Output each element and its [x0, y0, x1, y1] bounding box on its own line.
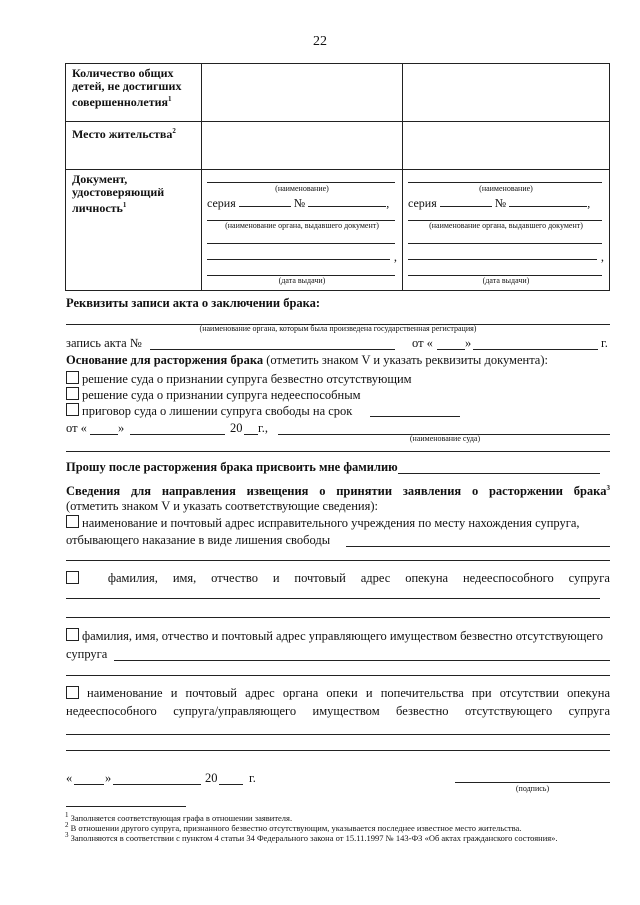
basis-date-close: »	[118, 421, 125, 435]
basis-option-3[interactable]: приговор суда о лишении супруга свободы на срок	[66, 403, 352, 419]
surname-label: Прошу после расторжения брака присвоить мне фамилию	[66, 460, 398, 474]
court-caption: (наименование суда)	[409, 434, 481, 443]
guardianship-organ-field[interactable]	[66, 734, 610, 735]
notice-option-1[interactable]: наименование и почтовый адрес исправительного учреждения по месту нахождения супруга,	[66, 515, 610, 531]
checkbox-icon[interactable]	[66, 387, 79, 400]
footnote-3: $^3$ Заполняются в соответствии с пунктом 4 статьи 34 Федерального закона от 15.11.1997 № 143-ФЗ «Об актах гражданского состояния».	[65, 831, 558, 843]
caption-name: (наименование)	[275, 184, 329, 193]
act-day-field[interactable]	[437, 349, 465, 350]
institution-field[interactable]	[346, 546, 610, 547]
caption-name: (наименование)	[479, 184, 533, 193]
basis-month-field[interactable]	[130, 434, 225, 435]
court-name-field-2[interactable]	[66, 451, 610, 452]
notice-option-1-line2: отбывающего наказание в виде лишения свободы	[66, 533, 331, 547]
sign-date-close: »	[105, 771, 112, 785]
notice-option-2[interactable]: фамилия, имя, отчество и почтовый адрес опекуна недееспособного супруга	[66, 571, 610, 586]
basis-option-1[interactable]: решение суда о признании супруга безвестно отсутствующим	[66, 371, 412, 387]
identity-doc-label: Документ, удостоверяющий личность$^1$	[66, 170, 202, 291]
checkbox-icon[interactable]	[66, 403, 79, 416]
series-number-row: серия № ,	[408, 196, 591, 210]
caption-date: (дата выдачи)	[278, 276, 326, 285]
surname-field[interactable]	[398, 473, 600, 474]
checkbox-icon[interactable]	[66, 515, 79, 528]
act-year-suffix: г.	[601, 336, 608, 350]
checkbox-icon[interactable]	[66, 628, 79, 641]
record-title: Реквизиты записи акта о заключении брака:	[66, 296, 321, 310]
sign-year-suffix: г.	[249, 771, 256, 785]
act-number-field[interactable]	[150, 349, 395, 350]
basis-day-field[interactable]	[90, 434, 118, 435]
record-organ-caption: (наименование органа, которым была произведена государственная регистрация)	[199, 324, 477, 333]
basis-option-2[interactable]: решение суда о признании супруга недееспособным	[66, 387, 361, 403]
identity-doc-cell-1[interactable]: (наименование) серия № , (наименование органа, выдавшего документ) , (дата выдачи)	[202, 170, 403, 291]
basis-year-field[interactable]	[244, 434, 258, 435]
sign-year-prefix: 20	[205, 771, 218, 785]
sign-day-field[interactable]	[74, 784, 104, 785]
residence-cell-2[interactable]	[403, 122, 610, 170]
property-manager-field-2[interactable]	[66, 675, 610, 676]
notice-subtitle: (отметить знаком V и указать соответствующие сведения):	[66, 499, 378, 513]
children-count-label: Количество общих детей, не достигших совершеннолетия$^1$	[66, 64, 202, 122]
notice-option-3[interactable]: фамилия, имя, отчество и почтовый адрес управляющего имуществом безвестно отсутствующего	[66, 628, 610, 644]
sign-year-field[interactable]	[219, 784, 243, 785]
page-number: 22	[313, 34, 327, 49]
property-manager-field[interactable]	[114, 660, 610, 661]
notice-option-3-line2: супруга	[66, 647, 108, 661]
guardian-field-2[interactable]	[66, 617, 610, 618]
act-month-year-field[interactable]	[473, 349, 598, 350]
sign-date-open: «	[66, 771, 73, 785]
footnote-1: $^1$ Заполняется соответствующая графа в отношении заявителя.	[65, 811, 293, 823]
footnote-separator	[66, 806, 186, 807]
signature-field[interactable]	[455, 782, 610, 783]
footnote-2: $^2$ В отношении другого супруга, признанного безвестно отсутствующим, указывается последнее известное место жительства.	[65, 821, 522, 833]
caption-issuer: (наименование органа, выдавшего документ)	[429, 221, 583, 230]
residence-cell-1[interactable]	[202, 122, 403, 170]
basis-date-open: от «	[66, 421, 87, 435]
sentence-term-field[interactable]	[370, 416, 460, 417]
checkbox-icon[interactable]	[66, 371, 79, 384]
children-count-cell-1[interactable]	[202, 64, 403, 122]
act-date-open: от «	[412, 336, 433, 350]
signature-caption: (подпись)	[515, 784, 550, 793]
applicant-table	[65, 63, 610, 291]
caption-issuer: (наименование органа, выдавшего документ)	[225, 221, 379, 230]
series-number-row: серия № ,	[207, 196, 390, 210]
basis-year-prefix: 20	[230, 421, 243, 435]
notice-option-4[interactable]: наименование и почтовый адрес органа опеки и попечительства при отсутствии опекуна	[66, 686, 610, 701]
basis-year-suffix: г.,	[258, 421, 268, 435]
guardian-field[interactable]	[66, 598, 600, 599]
notice-option-4-line2: недееспособного супруга/управляющего имуществом безвестно отсутствующего супруга	[66, 704, 610, 718]
checkbox-icon[interactable]	[66, 686, 79, 699]
sign-month-field[interactable]	[113, 784, 201, 785]
institution-field-2[interactable]	[66, 560, 610, 561]
identity-doc-cell-2[interactable]: (наименование) серия № , (наименование органа, выдавшего документ) , (дата выдачи)	[403, 170, 610, 291]
act-number-label: запись акта №	[66, 336, 142, 350]
residence-label: Место жительства$^2$	[66, 122, 202, 170]
children-count-cell-2[interactable]	[403, 64, 610, 122]
notice-title: Сведения для направления извещения о принятии заявления о расторжении брака$^3$	[66, 484, 610, 499]
caption-date: (дата выдачи)	[482, 276, 530, 285]
basis-title: Основание для расторжения брака (отметить знаком V и указать реквизиты документа):	[66, 353, 548, 367]
checkbox-icon[interactable]	[66, 571, 79, 584]
act-date-close: »	[465, 336, 472, 350]
guardianship-organ-field-2[interactable]	[66, 750, 610, 751]
